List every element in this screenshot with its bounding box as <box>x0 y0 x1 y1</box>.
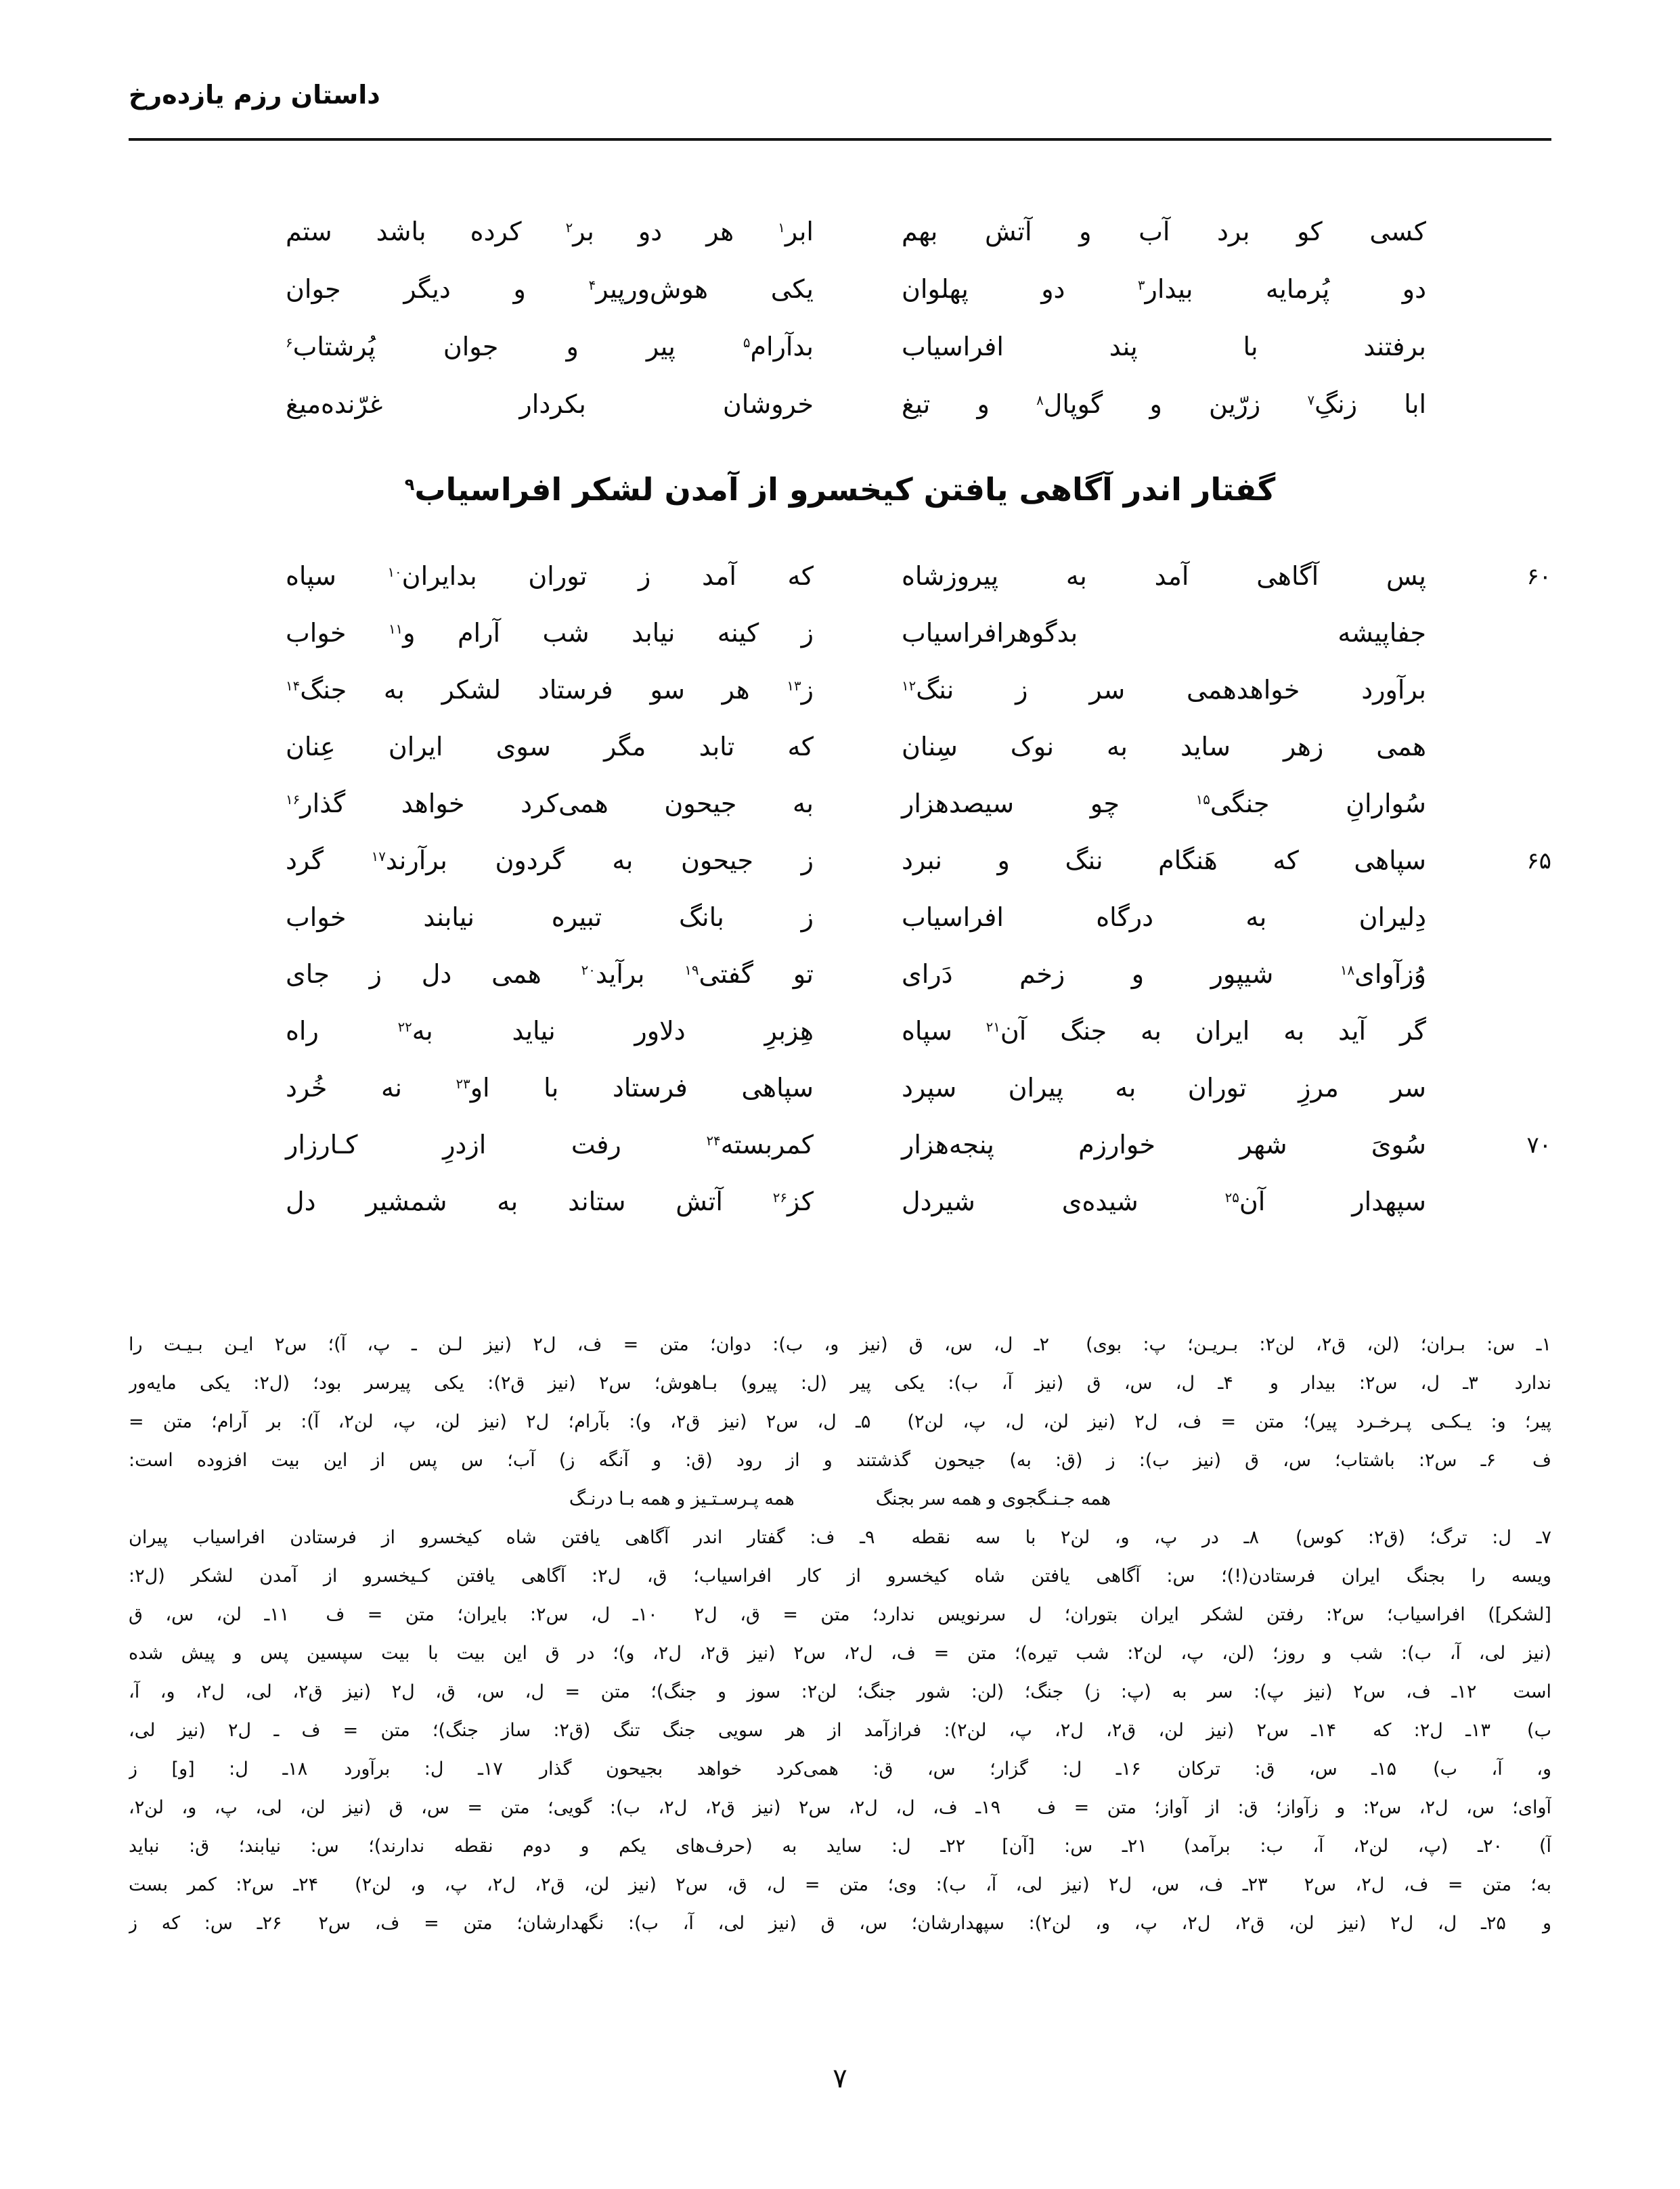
verse-row <box>286 1174 1551 1231</box>
hemistich-right: سپاهی که هَنگام ننگ و نبرد <box>902 845 1426 876</box>
verse-row <box>286 1003 1551 1060</box>
footnotes-apparatus <box>129 1325 1551 1943</box>
hemistich-right: سر مرزِ توران به پیران سپرد <box>902 1073 1426 1103</box>
footnote-line: و، آ، ب) ۱۵ـ س، ق: ترکان ۱۶ـ ل: گزار؛ س، ق: همی‌کرد خواهد بجیحون گذار ۱۷ـ ل: برآورد ۱۸ـ ل: [و] ز <box>129 1759 1551 1779</box>
hemistich-left: کمربسته$^{۲۴}$ رفت ازدرِ کـارزار <box>286 1130 814 1160</box>
hemistich-left: ابر$^۱$ هر دو بر$^۲$ کرده باشد ستم <box>286 216 814 246</box>
intro-couplet-row <box>286 318 1551 376</box>
hemistich-right: گر آید به ایران به جنگ آن$^{۲۱}$ سپاه <box>902 1016 1427 1046</box>
footnote-line: پیر؛ و: یـکـی پـرخـرد پیر)؛ متن = ف، ل۲ (نیز لن، ل، پ، لن۲) ۵ـ ل، س۲ (نیز ق۲، و): بآرام؛ ل۲ (نیز لن، پ، لن۲، آ): بر آرام؛ متن = <box>129 1411 1551 1432</box>
footnote-line: ۱ـ س: بـران؛ (لن، ق۲، لن۲: بـریـن؛ پ: بوی) ۲ـ ل، س، ق (نیز و، ب): دوان؛ متن = ف، ل۲ (نیز لـن ـ پ، آ)؛ س۲ ایـن بـیـت را <box>129 1334 1551 1355</box>
hemistich-right: کسی کو برد آب و آتش بهم <box>902 216 1426 246</box>
footnote-line: آ) ۲۰ـ (پ، لن۲، آ، ب: برآمد) ۲۱ـ س: [آن] ۲۲ـ ل: ساید به (حرف‌های یکم و دوم نقطه ندارند)؛ س: نیابند؛ ق: نباید <box>129 1836 1551 1857</box>
verse-number-60: ۶۰ <box>1526 563 1551 590</box>
hemistich-right: برآورد خواهدهمی سر ز ننگ$^{۱۲}$ <box>902 675 1426 705</box>
footnote-line: است ۱۲ـ ف، س۲ (نیز پ): سر به (پ: ز) جنگ؛ (لن: شور جنگ؛ لن۲: سوز و جنگ)؛ متن = ل، س، ق، ل۲ (نیز ق۲، لی، ل۲، و، آ، <box>129 1681 1551 1702</box>
hemistich-left: تو گفتی$^{۱۹}$ برآید$^{۲۰}$ همی دل ز جای <box>286 959 814 990</box>
verse-row <box>286 1060 1551 1117</box>
hemistich-left: که آمد ز توران بدایران$^{۱۰}$ سپاه <box>286 561 814 592</box>
hemistich-right: برفتند با پند افراسیاب <box>902 331 1426 361</box>
header-rule <box>129 138 1551 141</box>
verse-row <box>286 776 1551 833</box>
running-header <box>129 80 1551 122</box>
footnote-line: آوای؛ س، ل۲، س۲: و زآواز؛ ق: از آواز؛ متن = ف ۱۹ـ ف، ل، ل۲، س۲ (نیز ق۲، ل۲، ب): گویی؛ متن = س، ق (نیز لن، لی، پ، و، لن۲، <box>129 1797 1551 1818</box>
verse-row <box>286 662 1551 719</box>
footnote-line: ف ۶ـ س۲: باشتاب؛ س، ق (نیز ب): ز (ق: به) جیحون گذشتند و از رود (ق: و آنگه ز) آب؛ س پس از این بیت افزوده است: <box>129 1450 1551 1471</box>
verse-row <box>286 719 1551 776</box>
hemistich-left: ز$^{۱۳}$ هر سو فرستاد لشکر به جنگ$^{۱۴}$ <box>286 675 814 705</box>
hemistich-right: پس آگاهی آمد به پیروزشاه <box>902 561 1426 592</box>
footnote-line: ندارد ۳ـ ل، س۲: بیدار و ۴ـ ل، س، ق (نیز آ، ب): یکی پیر (ل: پیرو) بـاهوش؛ س۲ (نیز ق۲): یکی پیرسر بود؛ (ل۲: یکی مایه‌ور <box>129 1373 1551 1394</box>
verse-number-65: ۶۵ <box>1526 847 1551 875</box>
hemistich-right: همی زهر ساید به نوک سِنان <box>902 732 1426 762</box>
running-header-title: داستان رزم یازده‌رخ <box>129 80 380 110</box>
hemistich-left: کز$^{۲۶}$ آتش ستاند به شمشیر دل <box>286 1187 814 1217</box>
hemistich-left: خروشان بکردار غرّنده‌میغ <box>286 389 814 419</box>
footnote-line: ویسه را بجنگ ایران فرستادن(!)؛ س: آگاهی یافتن شاه کیخسرو از کار افراسیاب؛ ق، ل۲: آگاهی یافتن کـیخسرو از آمدن لشکر (ل۲: <box>129 1566 1551 1587</box>
hemistich-left: به جیحون همی‌کرد خواهد گذار$^{۱۶}$ <box>286 789 814 819</box>
hemistich-left: یکی هوش‌ورپیر$^۴$ و دیگر جوان <box>286 273 814 304</box>
verse-row <box>286 605 1551 662</box>
hemistich-right: سُویَ شهر خوارزم پنجه‌هزار <box>902 1130 1426 1160</box>
intro-verse-block <box>286 203 1551 433</box>
footnote-line: به؛ متن = ف، ل۲، س۲ ۲۳ـ ف، س، ل۲ (نیز لی، آ، ب): وی؛ متن = ل، ق، س۲ (نیز لن، ق۲، ل۲، پ، و، لن۲) ۲۴ـ س۲: کمر بست <box>129 1874 1551 1895</box>
hemistich-right: دو پُرمایه بیدار$^۳$ دو پهلوان <box>902 273 1426 304</box>
hemistich-right: سُوارانِ جنگی$^{۱۵}$ چو سیصدهزار <box>902 789 1426 819</box>
intro-couplet-row <box>286 376 1551 433</box>
footnote-line: ۷ـ ل: ترگ؛ (ق۲: کوس) ۸ـ در پ، و، لن۲ با سه نقطه ۹ـ ف: گفتار اندر آگاهی یافتن شاه کیخسرو از فرستادن افراسیاب پیران <box>129 1527 1551 1548</box>
hemistich-right: سپهدار آن$^{۲۵}$ شیده‌ی شیردل <box>902 1187 1426 1217</box>
footnote-line: (نیز لی، آ، ب): شب و روز؛ (لن، پ، لن۲: شب تیره)؛ متن = ف، ل۲، س۲ (نیز ق۲، ل۲، و)؛ در ق این بیت با بیت سپسین پس و پیش شده <box>129 1643 1551 1664</box>
intro-couplet-row <box>286 261 1551 318</box>
hemistich-left: ز بانگ تبیره نیابند خواب <box>286 902 814 933</box>
footnote-verse-left: همه پـرسـتـیز و همه بـا درنـگ <box>569 1488 795 1509</box>
hemistich-right: دِلیران به درگاه افراسیاب <box>902 902 1426 933</box>
verse-row <box>286 889 1551 946</box>
footnote-line: و ۲۵ـ ل، ل۲ (نیز لن، ق۲، ل۲، پ، و، لن۲): سپهدارشان؛ س، ق (نیز لی، آ، ب): نگهدارشان؛ متن = ف، س۲ ۲۶ـ س: که ز <box>129 1913 1551 1934</box>
hemistich-left: ز کینه نیابد شب آرام و$^{۱۱}$ خواب <box>286 618 814 648</box>
verse-row <box>286 833 1551 889</box>
verse-number-70: ۷۰ <box>1526 1132 1551 1159</box>
hemistich-left: بدآرام$^۵$ پیر و جوان پُرشتاب$^۶$ <box>286 331 814 361</box>
section-heading: گفتار اندر آگاهی یافتن کیخسرو از آمدن لشکر افراسیاب$^۹$ <box>404 471 1276 508</box>
verse-row <box>286 1117 1551 1174</box>
footnote-line: ب) ۱۳ـ ل۲: که ۱۴ـ س۲ (نیز لن، ق۲، ل۲، پ، لن۲): فرازآمد از هر سویی جنگ تنگ (ق۲: ساز جنگ)؛ متن = ف ـ ل۲ (نیز لی، <box>129 1720 1551 1741</box>
page-number: ۷ <box>833 2063 847 2094</box>
hemistich-left: که تابد مگر سوی ایران عِنان <box>286 732 814 762</box>
footnote-line: [لشکر]) افراسیاب؛ س۲: رفتن لشکر ایران بتوران؛ ل سرنویس ندارد؛ متن = ق، ل۲ ۱۰ـ ل، س۲: بایران؛ متن = ف ۱۱ـ لن، س، ق <box>129 1604 1551 1625</box>
hemistich-left: ز جیحون به گردون برآرند$^{۱۷}$ گرد <box>286 845 814 876</box>
hemistich-right: وُزآوای$^{۱۸}$ شیپور و زخم دَرای <box>902 959 1426 990</box>
intro-couplet-row <box>286 203 1551 261</box>
hemistich-left: هِزبرِ دلاور نیاید به$^{۲۲}$ راه <box>286 1016 814 1046</box>
footnote-quoted-verse <box>129 1480 1551 1518</box>
verse-row <box>286 946 1551 1003</box>
footnote-verse-right: همه جـنـگجوی و همه سر بجنگ <box>875 1488 1111 1509</box>
hemistich-right: ابا زنگِ$^۷$ زرّین و گوپال$^۸$ و تیغ <box>902 389 1427 419</box>
hemistich-left: سپاهی فرستاد با او$^{۲۳}$ نه خُرد <box>286 1073 814 1103</box>
verse-row <box>286 548 1551 605</box>
hemistich-right: جفاپیشه بدگوهرافراسیاب <box>902 618 1426 648</box>
main-verse-block <box>286 548 1551 1231</box>
